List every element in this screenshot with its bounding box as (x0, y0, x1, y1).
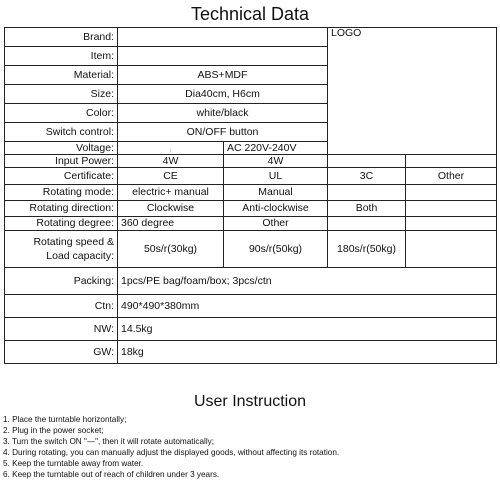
voltage-value: AC 220V-240V (224, 142, 328, 155)
material-label: Material: (5, 66, 118, 85)
instruction-list (3, 414, 339, 480)
table-row (5, 231, 497, 268)
instruction-item: 3. Turn the switch ON "—", then it will rotate automatically; (3, 437, 215, 446)
item-label: Item: (5, 47, 118, 66)
table-row (5, 268, 497, 295)
rotating-degree-empty-1 (328, 217, 406, 231)
rotating-mode-2: Manual (224, 185, 328, 201)
rotating-speed-label (5, 231, 118, 268)
certificate-label: Certificate: (5, 168, 118, 185)
logo-text: LOGO (331, 27, 362, 39)
instruction-item: 1. Place the turntable horizontally; (3, 415, 127, 424)
packing-value: 1pcs/PE bag/foam/box; 3pcs/ctn (118, 268, 497, 295)
color-value: white/black (118, 104, 328, 123)
power-value-1: 4W (118, 155, 224, 168)
switch-value: ON/OFF button (118, 123, 328, 142)
rotating-speed-1: 50s/r(30kg) (118, 231, 224, 268)
table-row (5, 155, 497, 168)
power-empty-1 (328, 155, 406, 168)
rotating-direction-empty (406, 201, 497, 217)
switch-label: Switch control: (5, 123, 118, 142)
gw-label: GW: (5, 341, 118, 364)
logo-box (328, 28, 497, 155)
packing-label: Packing: (5, 268, 118, 295)
rotating-speed-label-line-2: Load capacity: (46, 249, 114, 262)
rotating-mode-label: Rotating mode: (5, 185, 118, 201)
rotating-degree-empty-2 (406, 217, 497, 231)
rotating-direction-label: Rotating direction: (5, 201, 118, 217)
power-empty-2 (406, 155, 497, 168)
table-row (5, 318, 497, 341)
rotating-speed-empty (406, 231, 497, 268)
instruction-item: 4. During rotating, you can manually adjust the displayed goods, without affecting its rotation. (3, 448, 340, 457)
instruction-item: 6. Keep the turntable out of reach of children under 3 years. (3, 470, 220, 479)
spec-table (4, 27, 497, 364)
rotating-direction-1: Clockwise (118, 201, 224, 217)
nw-value: 14.5kg (118, 318, 497, 341)
rotating-speed-label-line-1: Rotating speed & (33, 236, 114, 248)
gw-value: 18kg (118, 341, 497, 364)
certificate-ce: CE (118, 168, 224, 185)
rotating-degree-2: Other (224, 217, 328, 231)
table-row (5, 168, 497, 185)
size-label: Size: (5, 85, 118, 104)
table-row (5, 295, 497, 318)
brand-value (118, 28, 328, 47)
power-label: Input Power: (5, 155, 118, 168)
user-instruction-title: User Instruction (193, 393, 307, 410)
table-row (5, 28, 497, 47)
rotating-speed-3: 180s/r(50kg) (328, 231, 406, 268)
instruction-item: 2. Plug in the power socket; (3, 426, 104, 435)
table-row (5, 217, 497, 231)
ctn-label: Ctn: (5, 295, 118, 318)
certificate-3c: 3C (328, 168, 406, 185)
material-value: ABS+MDF (118, 66, 328, 85)
table-row (5, 185, 497, 201)
rotating-degree-1: 360 degree (118, 217, 224, 231)
power-value-2: 4W (224, 155, 328, 168)
technical-data-title: Technical Data (190, 4, 310, 24)
item-value (118, 47, 328, 66)
voltage-label: Voltage: (5, 142, 118, 155)
instruction-item: 5. Keep the turntable away from water. (3, 459, 144, 468)
color-label: Color: (5, 104, 118, 123)
table-row (5, 341, 497, 364)
rotating-degree-label: Rotating degree: (5, 217, 118, 231)
ctn-value: 490*490*380mm (118, 295, 497, 318)
rotating-mode-empty-2 (406, 185, 497, 201)
nw-label: NW: (5, 318, 118, 341)
voltage-mark: , (118, 142, 224, 155)
rotating-direction-3: Both (328, 201, 406, 217)
rotating-mode-empty-1 (328, 185, 406, 201)
certificate-other: Other (406, 168, 497, 185)
rotating-speed-2: 90s/r(50kg) (224, 231, 328, 268)
size-value: Dia40cm, H6cm (118, 85, 328, 104)
certificate-ul: UL (224, 168, 328, 185)
table-row (5, 201, 497, 217)
rotating-mode-1: electric+ manual (118, 185, 224, 201)
brand-label: Brand: (5, 28, 118, 47)
rotating-direction-2: Anti-clockwise (224, 201, 328, 217)
